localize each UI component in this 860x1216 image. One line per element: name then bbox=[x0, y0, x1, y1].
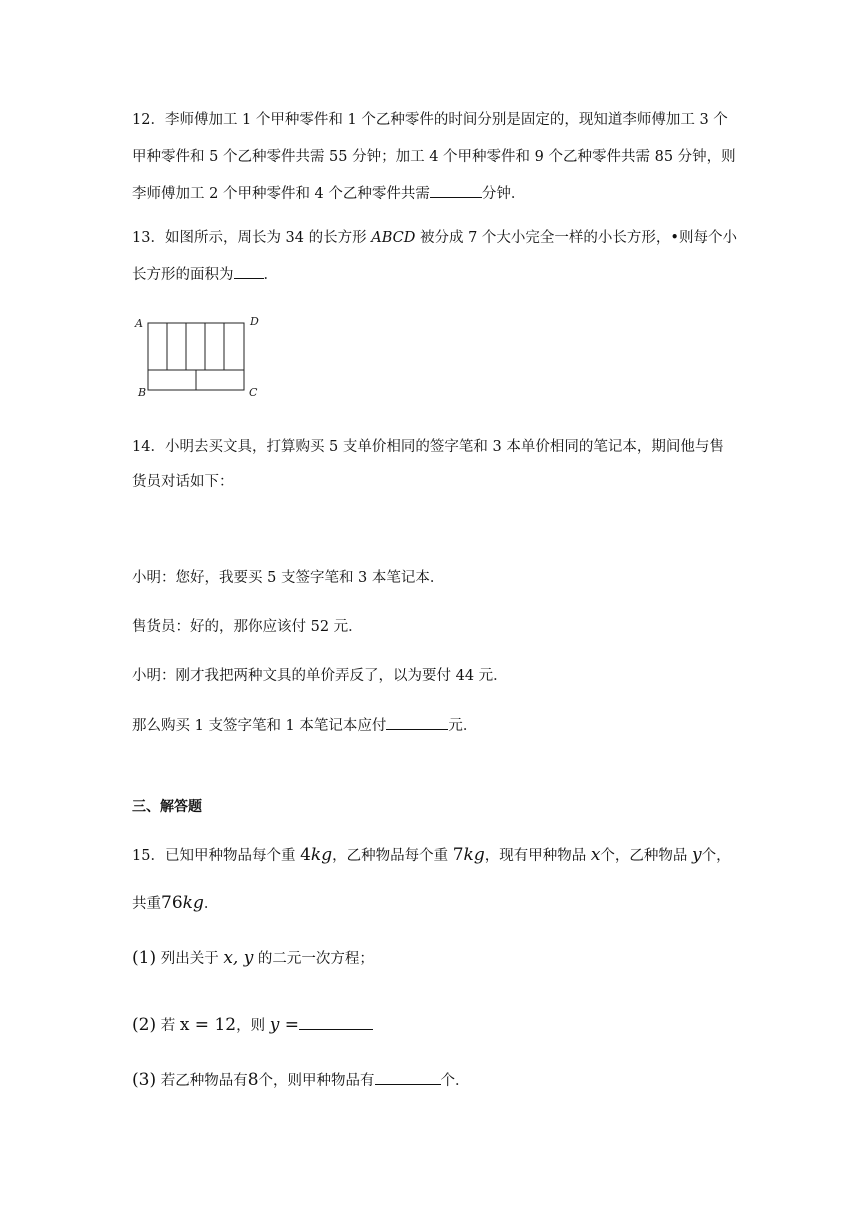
q15-line-1 bbox=[132, 845, 732, 866]
q13-line-2-pre: 长方形的面积为 bbox=[132, 267, 234, 283]
q14-question-text: 那么购买 1 支签字笔和 1 本笔记本应付 bbox=[132, 718, 387, 734]
q13-line-1 bbox=[132, 228, 737, 248]
q14-dialog-1: 小明：您好，我要买 5 支签字笔和 3 本笔记本． bbox=[132, 570, 445, 586]
q15-line-2 bbox=[132, 893, 732, 914]
q15-var-y: y bbox=[692, 845, 702, 865]
q13-label-d: D bbox=[250, 315, 259, 328]
q12-answer-blank[interactable] bbox=[430, 183, 482, 198]
q15-part-2-y: y = bbox=[269, 1015, 299, 1035]
q15-part-3-answer-blank[interactable] bbox=[375, 1070, 441, 1085]
q15-part-2-condition: x = 12 bbox=[179, 1015, 237, 1035]
q12-line-2: 甲种零件和 5 个乙种零件共需 55 分钟；加工 4 个甲种零件和 9 个乙种零件共需 85 分钟，则 bbox=[132, 149, 736, 165]
q13-line-1-pre: 13．如图所示，周长为 34 的长方形 bbox=[132, 230, 367, 246]
q13-line-1-post: 被分成 7 个大小完全一样的小长方形，•则每个小 bbox=[419, 230, 737, 246]
q15-total-weight: 76kg bbox=[161, 893, 204, 913]
q15-text-e: 个， bbox=[701, 848, 731, 864]
q13-answer-blank[interactable] bbox=[234, 264, 264, 279]
q12-line-3-end: 分钟． bbox=[481, 186, 526, 202]
q13-rect-name: ABCD bbox=[371, 230, 416, 246]
q13-rectangle-lines bbox=[148, 323, 244, 390]
q13-label-a: A bbox=[135, 317, 143, 330]
q15-part-1-number: (1) bbox=[132, 948, 157, 968]
q13-label-b: B bbox=[138, 386, 147, 399]
q15-part-3-count: 8 bbox=[247, 1070, 259, 1090]
q15-text-g: ． bbox=[203, 896, 219, 912]
q15-part-3-number: (3) bbox=[132, 1070, 157, 1090]
q15-var-x: x bbox=[590, 845, 601, 865]
q14-line-2: 货员对话如下： bbox=[132, 474, 234, 490]
q15-part-3-text-b: 个，则甲种物品有 bbox=[258, 1073, 375, 1089]
q15-part-3-text-c: 个． bbox=[440, 1073, 470, 1089]
q15-part-1-text-a: 列出关于 bbox=[160, 951, 219, 967]
q15-part-3 bbox=[132, 1070, 732, 1091]
q15-text-a: 15．已知甲种物品每个重 bbox=[132, 848, 296, 864]
section-title: 三、解答题 bbox=[132, 799, 202, 815]
q15-part-2-text-b: ，则 bbox=[236, 1018, 266, 1034]
q13-label-c: C bbox=[249, 386, 258, 399]
q15-text-c: ，现有甲种物品 bbox=[484, 848, 587, 864]
q14-dialog-3: 小明：刚才我把两种文具的单价弄反了，以为要付 44 元． bbox=[132, 668, 508, 684]
q13-line-2-end: ． bbox=[263, 267, 278, 283]
q15-text-b: ，乙种物品每个重 bbox=[332, 848, 449, 864]
q14-question-end: 元． bbox=[448, 718, 478, 734]
q12-line-3 bbox=[132, 183, 732, 204]
q15-weight-2: 7kg bbox=[452, 845, 485, 865]
q14-dialog-2: 售货员：好的，那你应该付 52 元． bbox=[132, 619, 363, 635]
q15-part-3-text-a: 若乙种物品有 bbox=[160, 1073, 248, 1089]
q15-part-2 bbox=[132, 1015, 732, 1036]
q13-line-2 bbox=[132, 264, 732, 285]
q12-line-1: 12．李师傅加工 1 个甲种零件和 1 个乙种零件的时间分别是固定的，现知道李师傅加工 3 个 bbox=[132, 112, 728, 128]
q14-line-1: 14．小明去买文具，打算购买 5 支单价相同的签字笔和 3 本单价相同的笔记本，期间他与售 bbox=[132, 439, 724, 455]
q15-part-2-answer-blank[interactable] bbox=[299, 1015, 373, 1030]
q15-text-d: 个，乙种物品 bbox=[600, 848, 688, 864]
q15-text-f: 共重 bbox=[132, 896, 161, 912]
q15-part-1-vars: x, y bbox=[223, 948, 254, 968]
q15-part-2-number: (2) bbox=[132, 1015, 157, 1035]
q14-question bbox=[132, 715, 732, 736]
q13-rectangle-figure bbox=[132, 312, 264, 398]
q15-part-1 bbox=[132, 948, 732, 969]
q15-weight-1: 4kg bbox=[300, 845, 333, 865]
q15-part-2-text-a: 若 bbox=[160, 1018, 176, 1034]
q15-part-1-text-b: 的二元一次方程； bbox=[257, 951, 374, 967]
q14-answer-blank[interactable] bbox=[386, 715, 448, 730]
q12-line-3-text: 李师傅加工 2 个甲种零件和 4 个乙种零件共需 bbox=[132, 186, 430, 202]
